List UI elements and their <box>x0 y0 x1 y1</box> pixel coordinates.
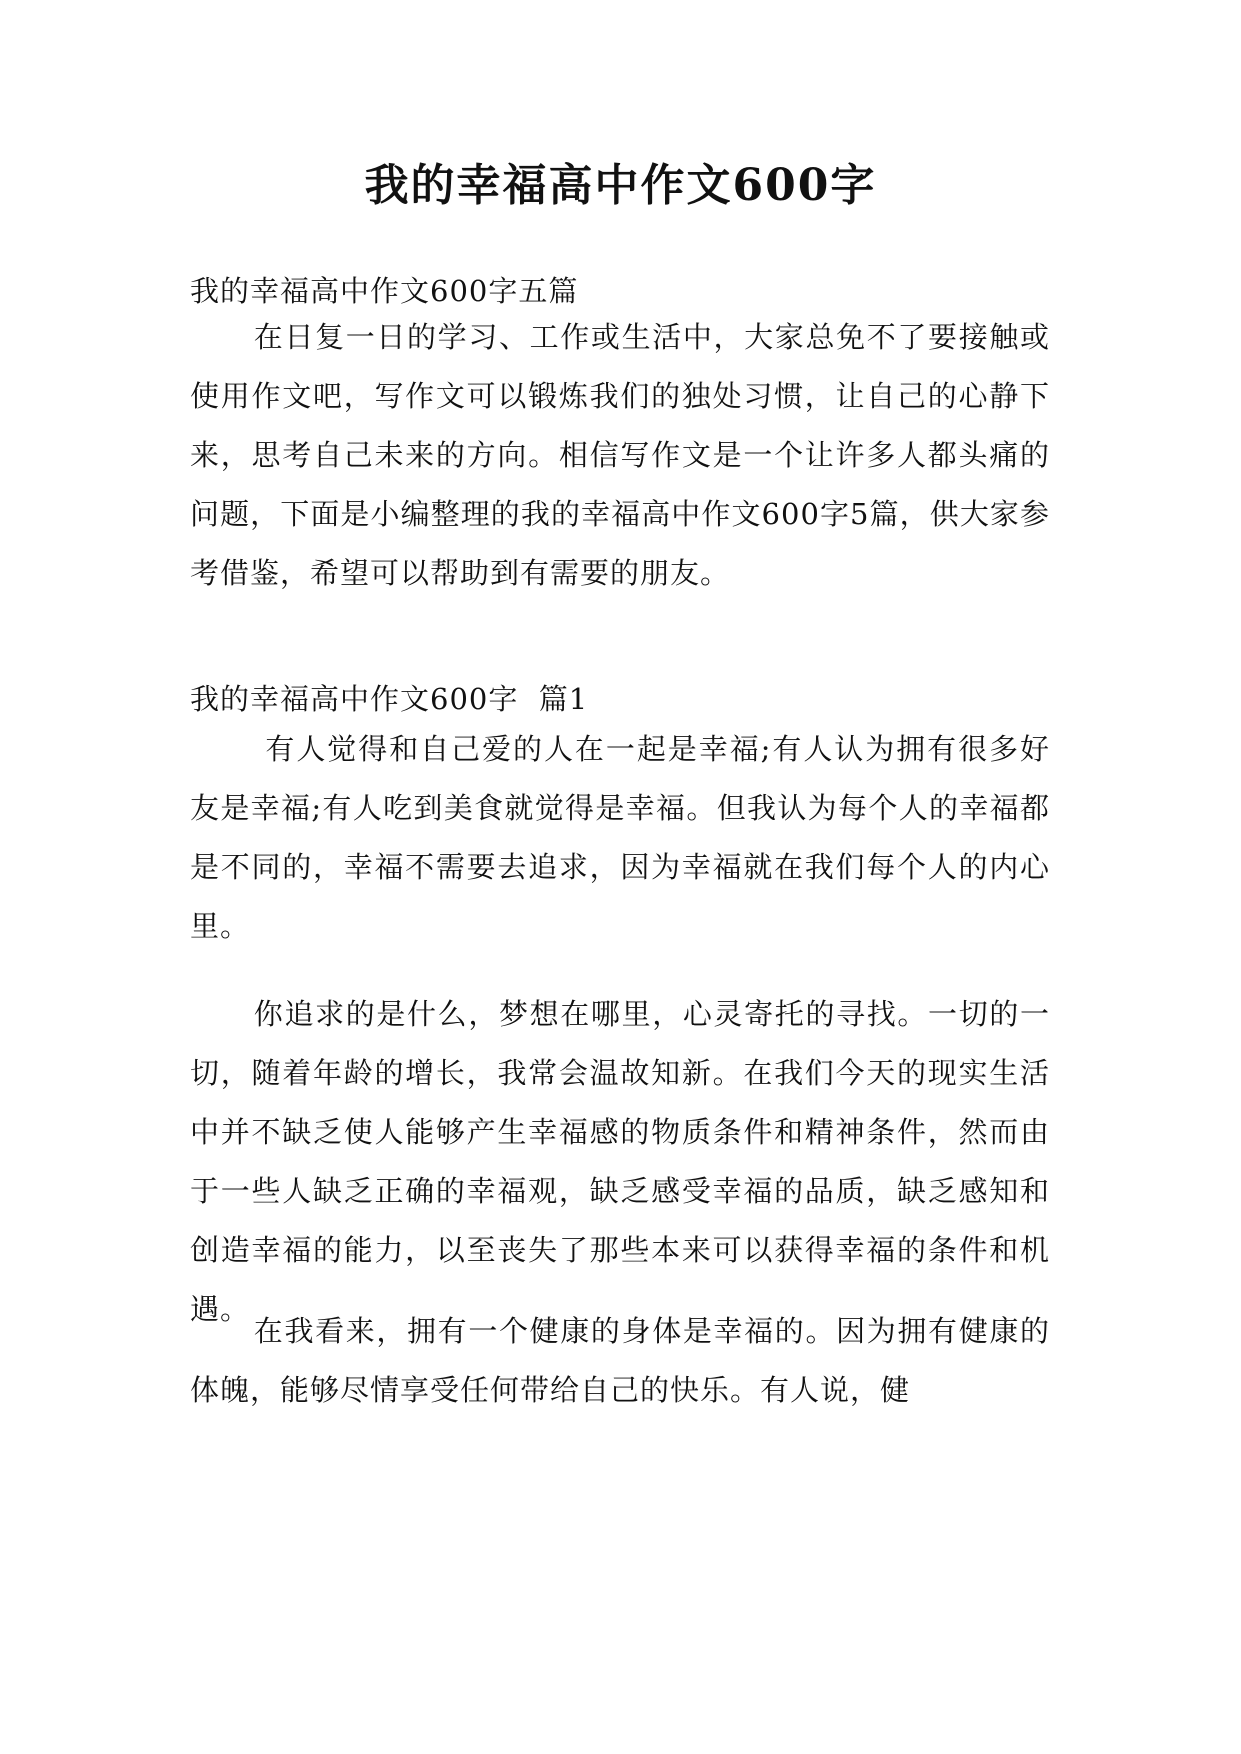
paragraph-3: 在我看来，拥有一个健康的身体是幸福的。因为拥有健康的体魄，能够尽情享受任何带给自己的快乐。有人说，健 <box>190 1314 1050 1407</box>
document-title: 我的幸福高中作文600字 <box>364 160 877 211</box>
paragraph-1: 有人觉得和自己爱的人在一起是幸福;有人认为拥有很多好友是幸福;有人吃到美食就觉得是幸福。但我认为每个人的幸福都是不同的，幸福不需要去追求，因为幸福就在我们每个人的内心里。 <box>190 732 1050 943</box>
document-subtitle: 我的幸福高中作文600字五篇 <box>190 274 579 308</box>
paragraph-2: 你追求的是什么，梦想在哪里，心灵寄托的寻找。一切的一切，随着年龄的增长，我常会温故知新。在我们今天的现实生活中并不缺乏使人能够产生幸福感的物质条件和精神条件，然而由于一些人缺乏正确的幸福观，缺乏感受幸福的品质，缺乏感知和创造幸福的能力，以至丧失了那些本来可以获得幸福的条件和机遇。 <box>190 997 1050 1326</box>
intro-paragraph: 在日复一日的学习、工作或生活中，大家总免不了要接触或使用作文吧，写作文可以锻炼我们的独处习惯，让自己的心静下来，思考自己未来的方向。相信写作文是一个让许多人都头痛的问题，下面是小编整理的我的幸福高中作文600字5篇，供大家参考借鉴，希望可以帮助到有需要的朋友。 <box>190 320 1050 590</box>
section-heading: 我的幸福高中作文600字 篇1 <box>190 682 589 716</box>
